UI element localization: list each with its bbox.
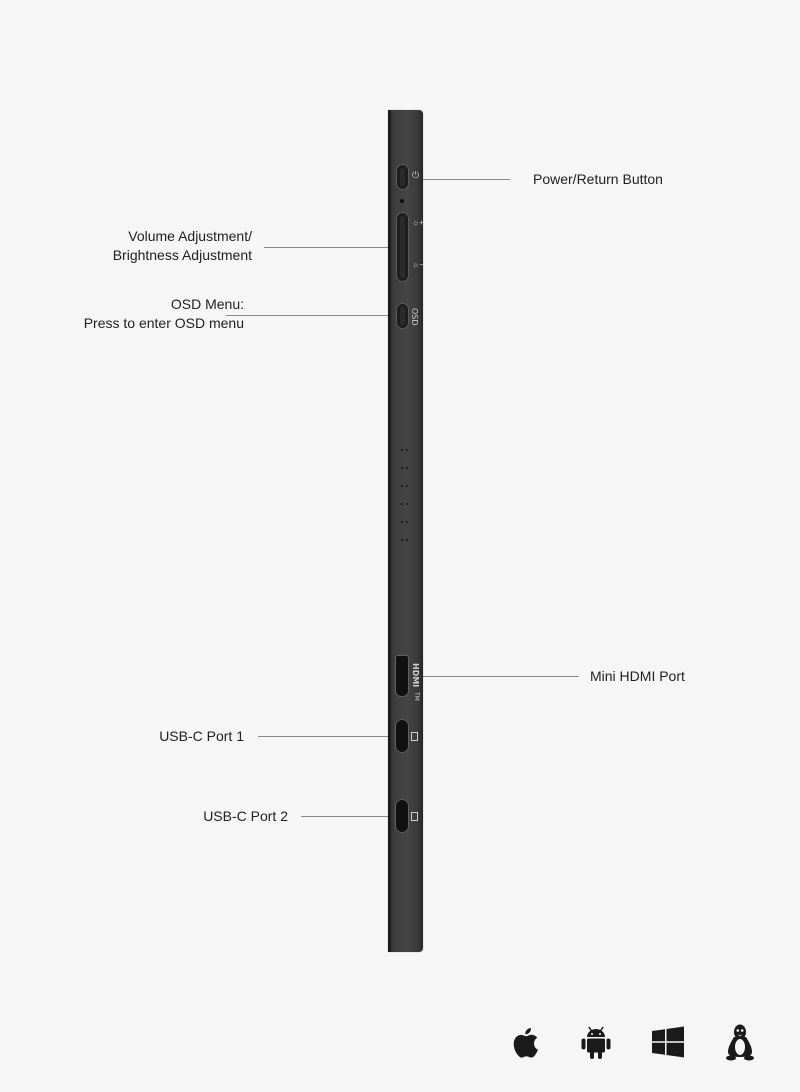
monitor-side-profile	[388, 110, 423, 952]
speaker-grille	[400, 443, 410, 551]
power-icon: ⏻	[412, 170, 420, 180]
power-label: Power/Return Button	[533, 171, 663, 187]
osd-label	[84, 295, 244, 333]
indicator-led	[400, 199, 404, 203]
mini-hdmi-port[interactable]	[395, 655, 409, 697]
usbc2-label: USB-C Port 2	[203, 808, 288, 824]
osd-leader	[226, 315, 388, 316]
osd-button[interactable]	[396, 303, 409, 329]
osd-label-line1: OSD Menu:	[170, 296, 244, 312]
apple-icon	[505, 1022, 543, 1062]
android-icon	[577, 1022, 615, 1062]
usbc1-display-icon	[411, 732, 418, 741]
volume-label	[113, 227, 252, 265]
volume-label-line1: Volume Adjustment/	[128, 228, 252, 244]
hdmi-leader	[414, 676, 579, 677]
usbc1-label: USB-C Port 1	[159, 728, 244, 744]
brightness-down-icon: ☼−	[412, 260, 425, 269]
usbc1-leader	[258, 736, 390, 737]
hdmi-label: Mini HDMI Port	[590, 668, 685, 684]
power-leader	[414, 179, 510, 180]
osd-label-line2: Press to enter OSD menu	[83, 315, 244, 331]
brightness-up-icon: ☼+	[412, 218, 425, 227]
volume-rocker[interactable]	[396, 212, 409, 282]
usbc2-display-icon	[411, 812, 418, 821]
hdmi-tm-mark: TM	[413, 692, 420, 701]
volume-label-line2: Brightness Adjustment	[112, 247, 252, 263]
usbc-port-1[interactable]	[395, 719, 409, 753]
volume-leader	[264, 247, 388, 248]
windows-icon	[649, 1022, 687, 1062]
usbc2-leader	[301, 816, 390, 817]
hdmi-logo: HDMI	[411, 663, 420, 688]
usbc-port-2[interactable]	[395, 799, 409, 833]
osd-mark: OSD	[410, 308, 419, 326]
linux-icon	[721, 1022, 759, 1062]
power-button[interactable]	[396, 164, 409, 190]
